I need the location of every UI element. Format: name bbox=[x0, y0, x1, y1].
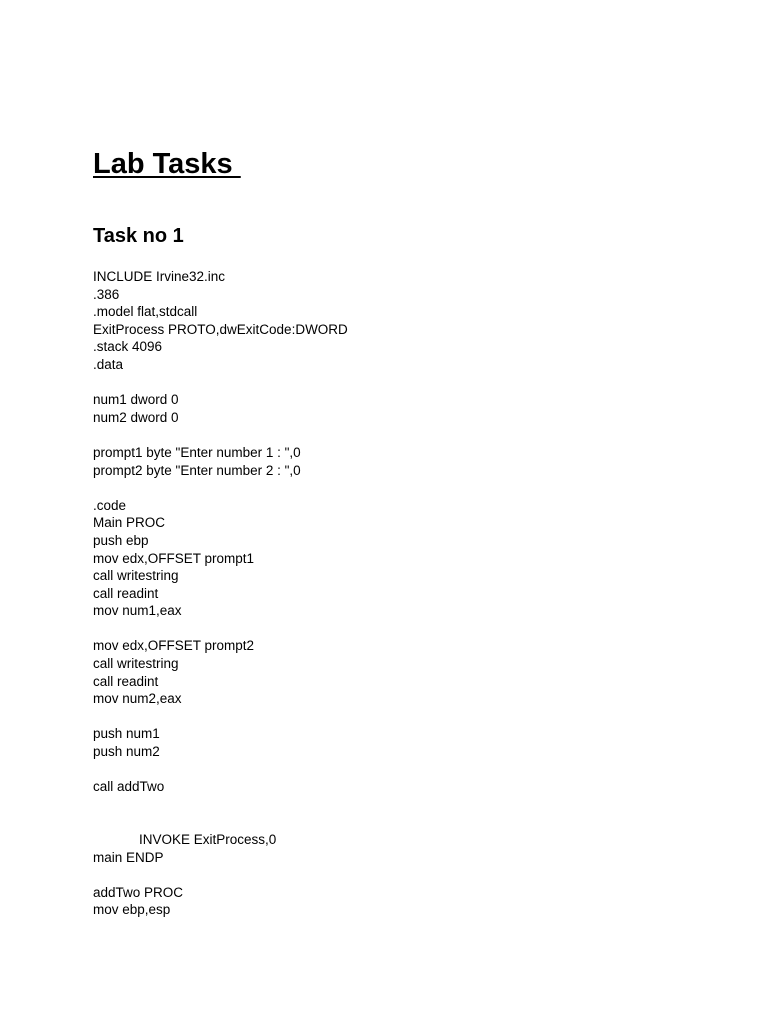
blank-line bbox=[93, 866, 348, 884]
page-title: Lab Tasks bbox=[93, 148, 241, 180]
code-line: INCLUDE Irvine32.inc bbox=[93, 269, 226, 284]
blank-line bbox=[93, 374, 348, 392]
code-line: main ENDP bbox=[93, 849, 164, 865]
code-line: ExitProcess PROTO,dwExitCode:DWORD bbox=[93, 321, 348, 337]
code-line: .stack 4096 bbox=[93, 339, 163, 355]
code-line: addTwo PROC bbox=[93, 884, 184, 900]
blank-line bbox=[93, 708, 348, 726]
code-line: call writestring bbox=[93, 568, 179, 584]
blank-line bbox=[93, 479, 348, 497]
code-line: call readint bbox=[93, 585, 159, 601]
code-line: .386 bbox=[93, 286, 120, 302]
code-line: prompt2 byte "Enter number 2 : ",0 bbox=[93, 462, 301, 478]
code-line: push ebp bbox=[93, 532, 149, 548]
code-line: push num1 bbox=[93, 726, 160, 742]
code-line: num1 dword 0 bbox=[93, 392, 179, 408]
blank-line bbox=[93, 620, 348, 638]
code-line: prompt1 byte "Enter number 1 : ",0 bbox=[93, 444, 301, 460]
blank-line bbox=[93, 796, 348, 814]
code-line: mov edx,OFFSET prompt1 bbox=[93, 550, 255, 566]
code-line: .data bbox=[93, 356, 124, 372]
code-line: INVOKE ExitProcess,0 bbox=[139, 832, 277, 847]
blank-line bbox=[93, 761, 348, 779]
code-line: call readint bbox=[93, 673, 159, 689]
code-line: mov ebp,esp bbox=[93, 902, 171, 918]
task-heading: Task no 1 bbox=[93, 225, 184, 247]
code-listing bbox=[93, 268, 348, 919]
code-line: mov num1,eax bbox=[93, 603, 182, 619]
code-line: .model flat,stdcall bbox=[93, 304, 198, 320]
code-line: call writestring bbox=[93, 656, 179, 672]
blank-line bbox=[93, 426, 348, 444]
code-line: call addTwo bbox=[93, 779, 165, 795]
code-line: num2 dword 0 bbox=[93, 409, 179, 425]
code-line: Main PROC bbox=[93, 515, 166, 531]
blank-line bbox=[93, 813, 348, 831]
code-line: mov num2,eax bbox=[93, 691, 182, 707]
code-line: push num2 bbox=[93, 744, 160, 760]
code-line: mov edx,OFFSET prompt2 bbox=[93, 638, 255, 654]
code-line: .code bbox=[93, 497, 127, 513]
